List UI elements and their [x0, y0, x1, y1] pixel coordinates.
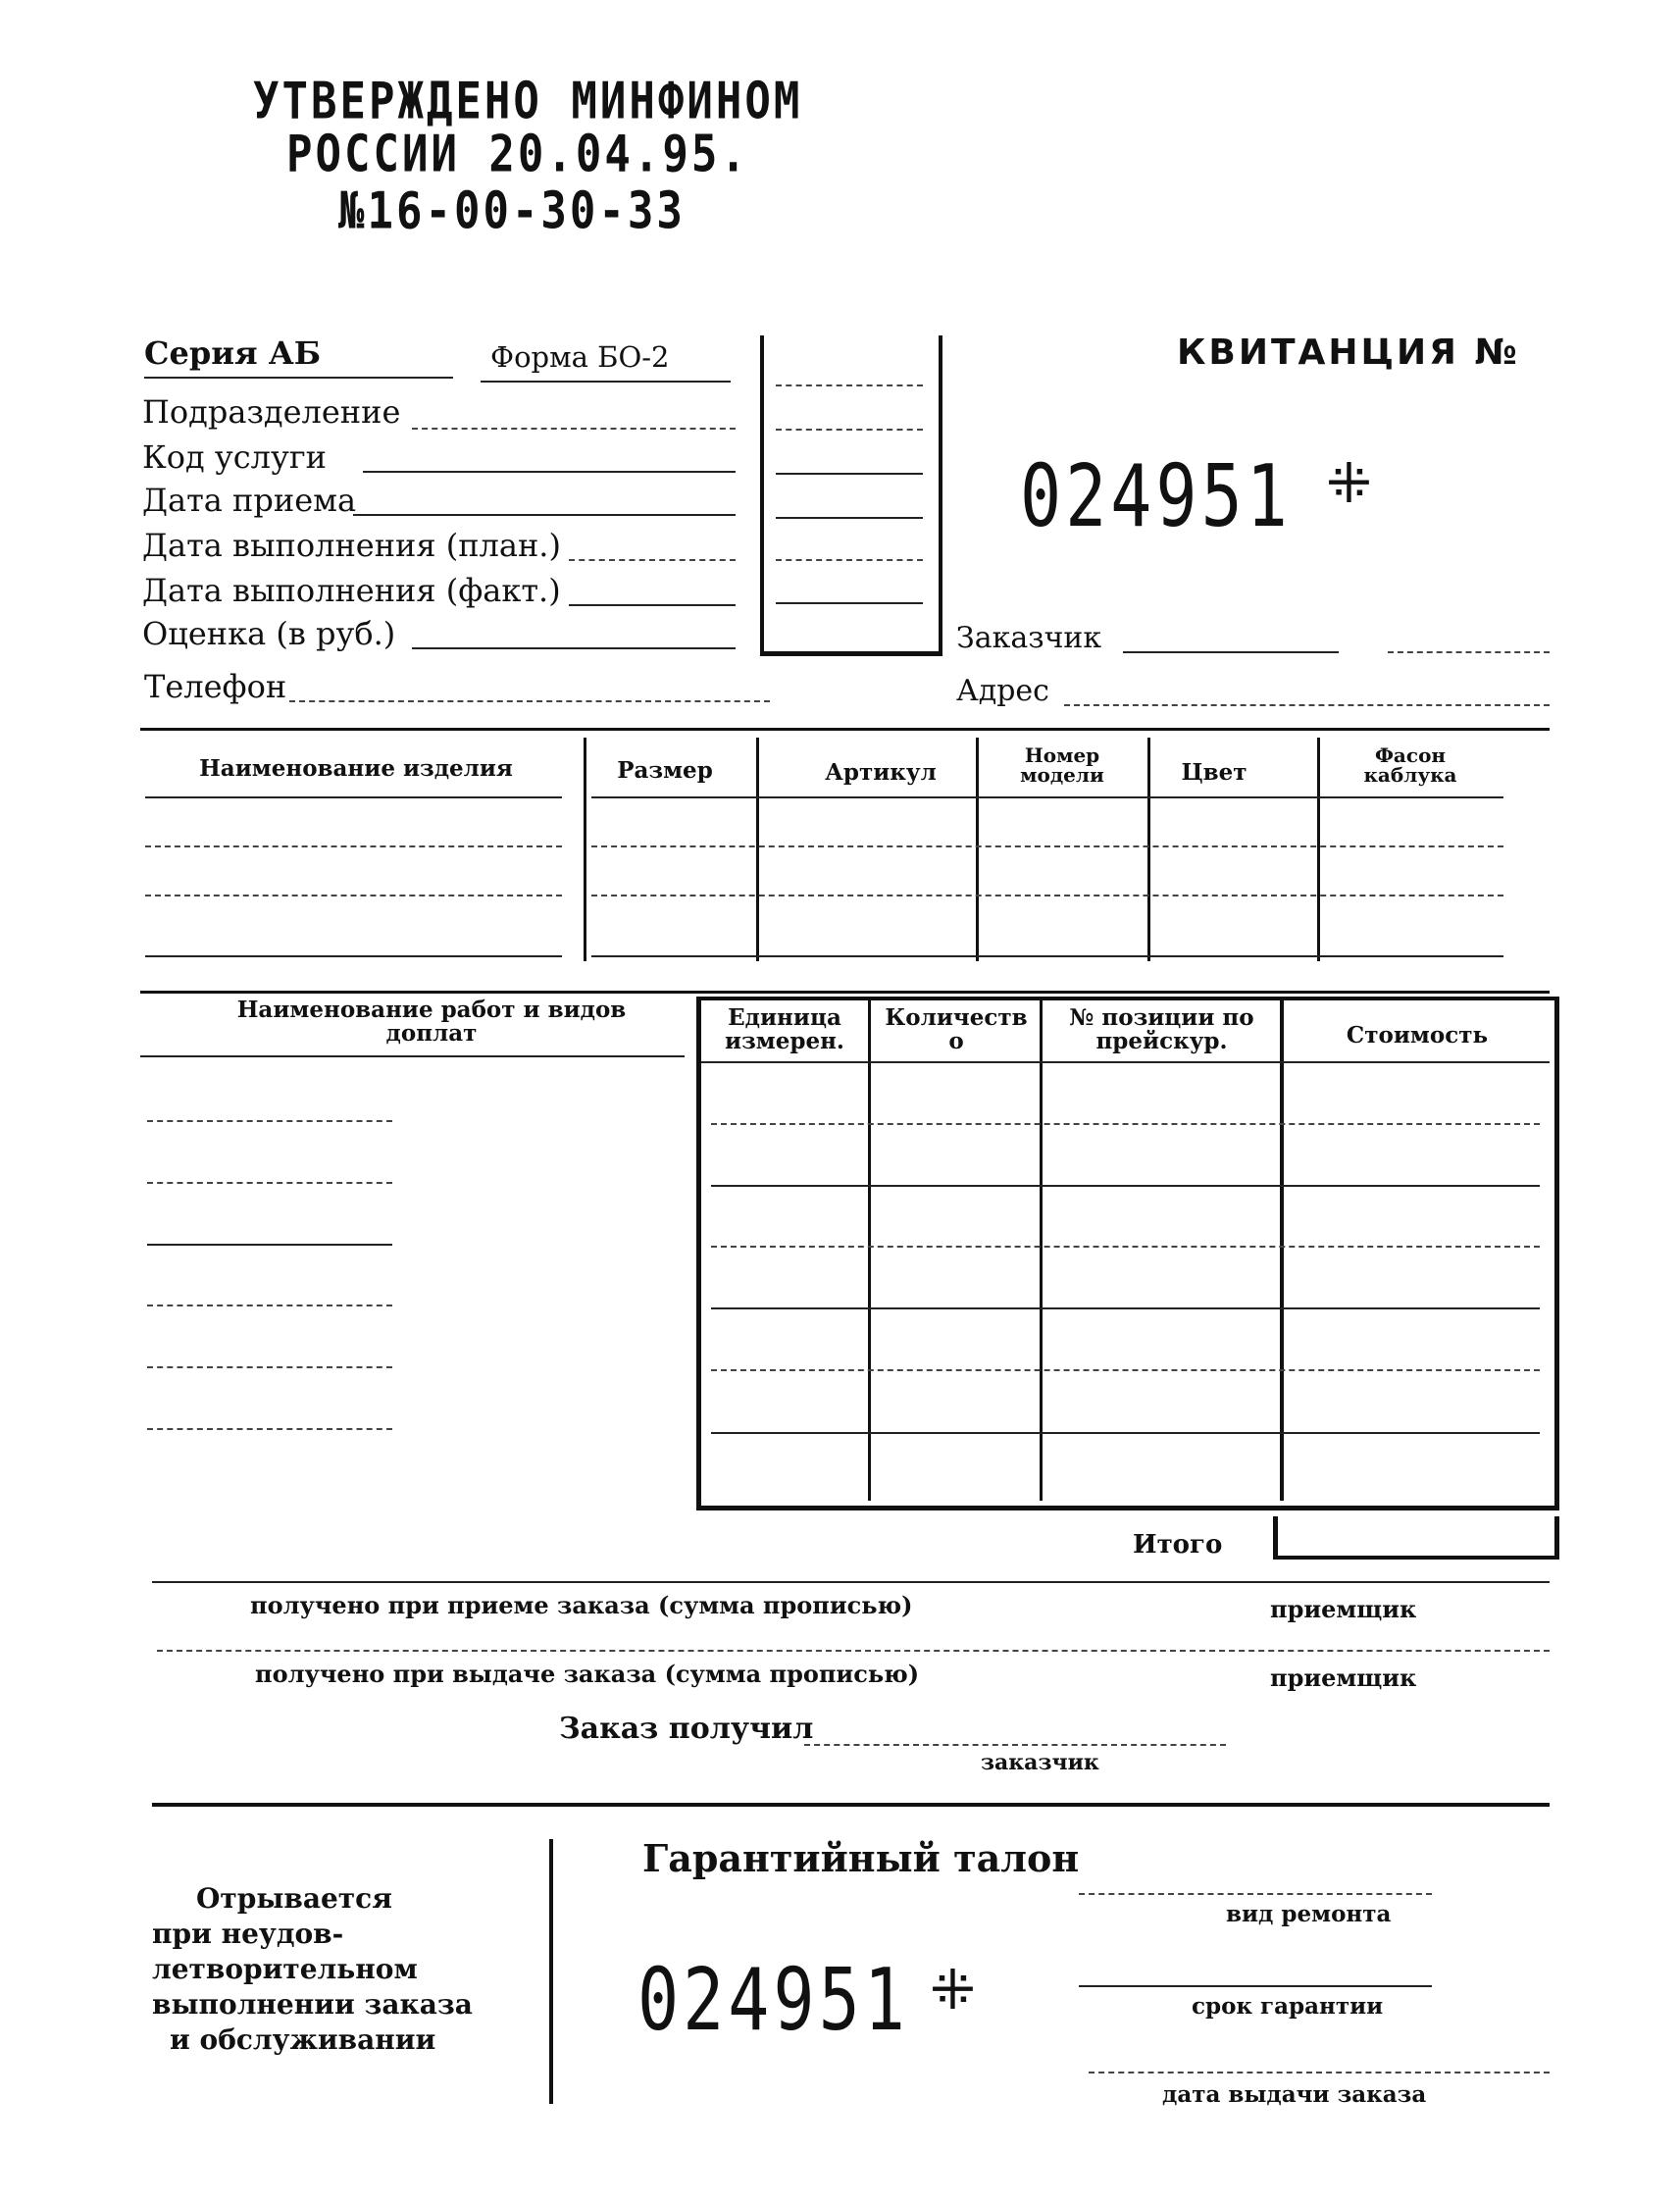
repair-type-field[interactable] [1079, 1893, 1432, 1895]
product-header-article: Артикул [825, 759, 937, 786]
tear-note-line: и обслуживании [170, 2023, 436, 2056]
accept-sum-caption: получено при приеме заказа (сумма прописью) [250, 1591, 913, 1619]
code-box [760, 335, 942, 656]
phone-label: Телефон [144, 668, 287, 705]
issue-sum-caption: получено при выдаче заказа (сумма прописью) [255, 1660, 920, 1688]
warranty-title: Гарантийный талон [642, 1836, 1080, 1880]
customer-label: Заказчик [956, 621, 1102, 655]
warranty-number: 024951 [637, 1949, 909, 2050]
total-field[interactable] [1273, 1516, 1559, 1560]
valuation-field[interactable] [412, 647, 736, 649]
customer-field[interactable] [1123, 651, 1339, 653]
fact-date-field[interactable] [569, 604, 736, 606]
work-row-line[interactable] [147, 1428, 392, 1430]
work-row-line[interactable] [147, 1120, 392, 1122]
customer-field-extra [1388, 651, 1550, 653]
order-received-label: Заказ получил [559, 1712, 814, 1746]
plan-date-field[interactable] [569, 559, 736, 561]
receipt-title: КВИТАНЦИЯ № [1177, 333, 1520, 373]
warranty-period-caption: срок гарантии [1192, 1993, 1384, 2020]
asterisk-icon: ⁜ [930, 1959, 976, 2022]
receipt-number: 024951 [1020, 445, 1292, 546]
tear-note-line: Отрывается [196, 1882, 392, 1915]
works-header-name: Наименование работ и видов доплат [236, 997, 627, 1048]
asterisk-icon: ⁜ [1326, 452, 1372, 516]
plan-date-label: Дата выполнения (план.) [142, 527, 561, 564]
product-table [140, 738, 1550, 963]
division-label: Подразделение [142, 393, 401, 431]
accept-sum-line[interactable] [152, 1581, 1550, 1583]
issue-sum-line[interactable] [157, 1650, 1550, 1652]
series-label: Серия АБ [144, 334, 322, 372]
accept-date-label: Дата приема [142, 482, 357, 519]
issue-date-field[interactable] [1089, 2072, 1550, 2073]
product-header-size: Размер [617, 757, 713, 784]
approval-stamp-line-2: РОССИИ 20.04.95. [286, 125, 749, 184]
address-field[interactable] [1064, 704, 1550, 706]
service-code-label: Код услуги [142, 438, 327, 476]
tear-note-line: летворительном [152, 1953, 418, 1985]
works-header-cost: Стоимость [1346, 1022, 1489, 1049]
tear-line [152, 1803, 1550, 1807]
works-header-position: № позиции по прейскур. [1069, 1004, 1254, 1055]
works-header-quantity: Количество [885, 1004, 1028, 1055]
issue-receiver-caption: приемщик [1270, 1664, 1417, 1692]
work-row-line[interactable] [147, 1182, 392, 1184]
accept-receiver-caption: приемщик [1270, 1595, 1417, 1623]
work-row-line[interactable] [147, 1305, 392, 1306]
works-grid [696, 997, 1559, 1510]
work-row-line[interactable] [147, 1244, 392, 1246]
tear-note [152, 1881, 505, 2058]
product-header-name: Наименование изделия [199, 755, 513, 782]
product-header-heel: Фасон каблука [1363, 743, 1457, 787]
total-label: Итого [1133, 1530, 1223, 1560]
phone-field[interactable] [289, 700, 770, 702]
work-row-line[interactable] [147, 1366, 392, 1368]
address-label: Адрес [956, 674, 1049, 708]
product-header-color: Цвет [1181, 759, 1247, 786]
warranty-divider [549, 1839, 553, 2104]
form-label: Форма БО-2 [490, 340, 670, 374]
division-field[interactable] [412, 428, 736, 430]
tear-note-line: при неудов- [152, 1918, 344, 1950]
service-code-field[interactable] [363, 471, 736, 473]
warranty-period-field[interactable] [1079, 1985, 1432, 1987]
works-header-underline [140, 1055, 685, 1057]
tear-note-line: выполнении заказа [152, 1988, 473, 2021]
product-header-model: Номер модели [1020, 743, 1104, 787]
form-underline [481, 381, 731, 383]
repair-type-caption: вид ремонта [1226, 1901, 1392, 1927]
works-header-unit: Единица измерен. [725, 1004, 844, 1055]
works-table-top-rule [140, 991, 1550, 994]
accept-date-field[interactable] [353, 514, 736, 516]
fact-date-label: Дата выполнения (факт.) [142, 572, 561, 609]
approval-stamp-line-1: УТВЕРЖДЕНО МИНФИНОМ [253, 72, 803, 131]
order-received-field[interactable] [804, 1744, 1226, 1746]
product-table-top-rule [140, 728, 1550, 731]
valuation-label: Оценка (в руб.) [142, 615, 396, 652]
approval-stamp-line-3: №16-00-30-33 [338, 181, 686, 241]
customer-signature-caption: заказчик [981, 1750, 1099, 1775]
issue-date-caption: дата выдачи заказа [1162, 2081, 1427, 2108]
series-underline [144, 377, 453, 379]
